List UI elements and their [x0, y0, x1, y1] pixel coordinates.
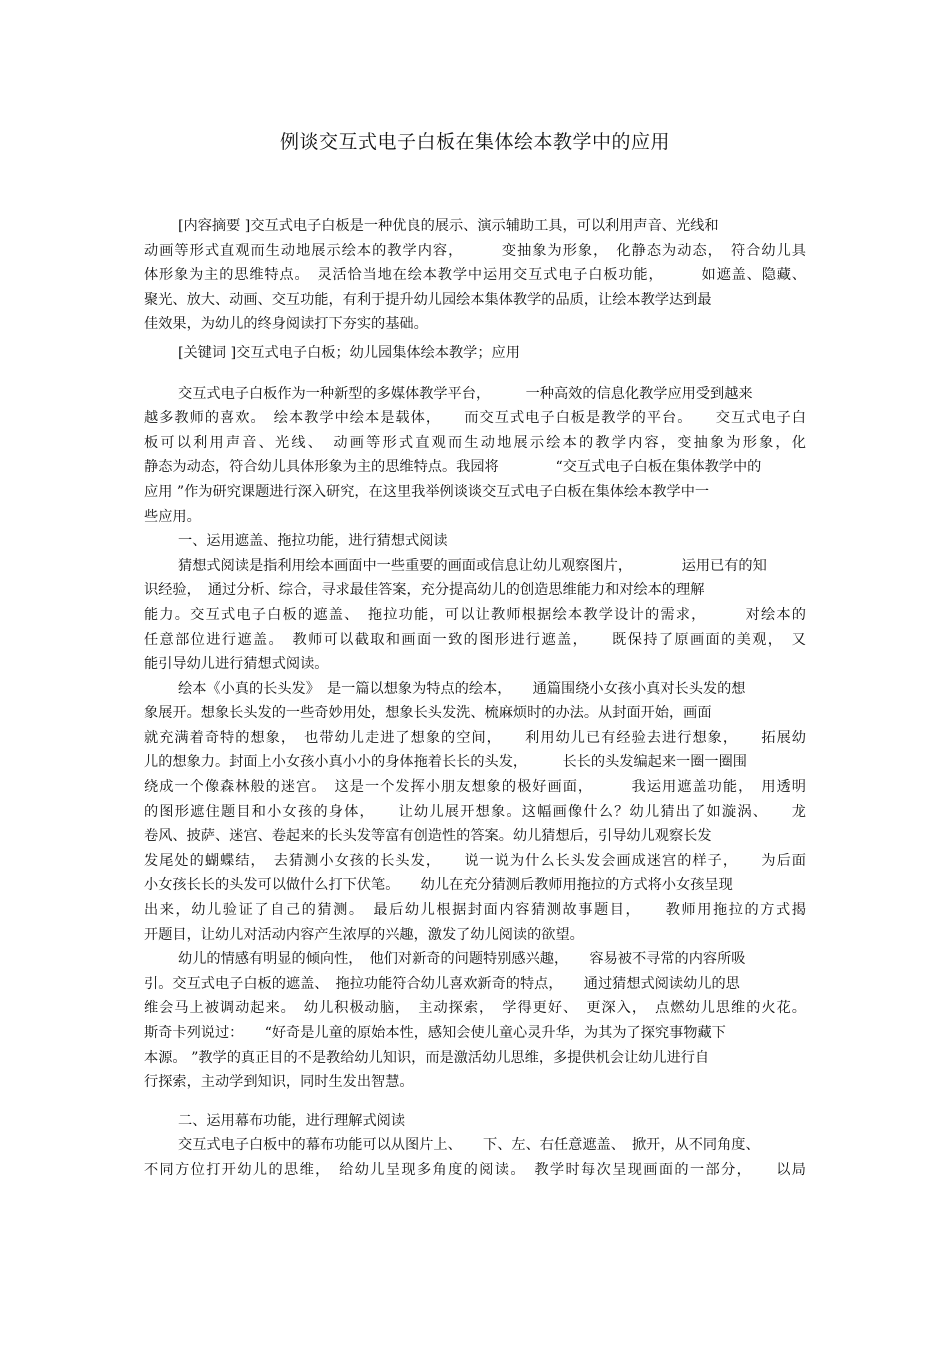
paragraph-line: 应用 ”作为研究课题进行深入研究，在这里我举例谈谈交互式电子白板在集体绘本教学中一: [144, 483, 710, 500]
paragraph-line: 板可以利用声音、光线、 动画等形式直观而生动地展示绘本的教学内容，变抽象为形象，化: [144, 434, 806, 451]
abstract-line: [内容摘要 ]交互式电子白板是一种优良的展示、演示辅助工具，可以利用声音、光线和: [178, 218, 719, 234]
abstract-line: 动画等形式直观而生动地展示绘本的教学内容， 变抽象为形象， 化静态为动态， 符合幼儿具: [144, 242, 806, 259]
paragraph-line: 静态为动态，符合幼儿具体形象为主的思维特点。我园将 “交互式电子白板在集体教学中的: [144, 459, 762, 476]
paragraph-line: 识经验， 通过分析、综合，寻求最佳答案，充分提高幼儿的创造思维能力和对绘本的理解: [144, 582, 705, 599]
paragraph-line: 斯奇卡列说过： “好奇是儿童的原始本性，感知会使儿童心灵升华，为其为了探究事物藏下: [144, 1025, 726, 1041]
intro-paragraph: [144, 382, 806, 530]
section1-paragraph-1: [144, 554, 806, 677]
abstract-line: 聚光、放大、动画、交互功能，有利于提升幼儿园绘本集体教学的品质，让绘本教学达到最: [144, 291, 712, 308]
paragraph-line: 就充满着奇特的想象， 也带幼儿走进了想象的空间， 利用幼儿已有经验去进行想象， 拓展幼: [144, 729, 806, 746]
paragraph-line: 不同方位打开幼儿的思维， 给幼儿呈现多角度的阅读。 教学时每次呈现画面的一部分， 以局: [144, 1161, 806, 1178]
paragraph-line: 引。交互式电子白板的遮盖、 拖拉功能符合幼儿喜欢新奇的特点， 通过猜想式阅读幼儿的思: [144, 975, 740, 992]
paragraph-line: 猜想式阅读是指利用绘本画面中一些重要的画面或信息让幼儿观察图片， 运用已有的知: [178, 557, 767, 574]
section1-paragraph-2: [144, 677, 806, 948]
section-heading: 一、运用遮盖、拖拉功能，进行猜想式阅读: [178, 533, 448, 550]
paragraph-line: 维会马上被调动起来。 幼儿积极动脑， 主动探索， 学得更好、 更深入， 点燃幼儿思维的火花。: [144, 1000, 806, 1017]
paragraph-line: 本源。 ”教学的真正目的不是教给幼儿知识，而是激活幼儿思维，多提供机会让幼儿进行自: [144, 1049, 710, 1066]
section1-paragraph-3: [144, 947, 806, 1095]
abstract-line: 佳效果，为幼儿的终身阅读打下夯实的基础。: [144, 316, 428, 333]
paragraph-line: 小女孩长长的头发可以做什么打下伏笔。 幼儿在充分猜测后教师用拖拉的方式将小女孩呈现: [144, 877, 733, 894]
document-title: 例谈交互式电子白板在集体绘本教学中的应用: [279, 131, 670, 153]
paragraph-line: 幼儿的情感有明显的倾向性， 他们对新奇的问题特别感兴趣， 容易被不寻常的内容所吸: [178, 951, 746, 968]
paragraph-line: 卷风、披萨、迷宫、卷起来的长头发等富有创造性的答案。幼儿猜想后，引导幼儿观察长发: [144, 828, 712, 845]
paragraph-line: 些应用。: [144, 508, 201, 525]
paragraph-line: 象展开。想象长头发的一些奇妙用处，想象长头发洗、梳麻烦时的办法。从封面开始，画面: [144, 705, 712, 722]
paragraph-line: 绕成一个像森林般的迷宫。 这是一个发挥小朋友想象的极好画面， 我运用遮盖功能， 用透明: [144, 779, 806, 796]
keywords-line: [关键词 ]交互式电子白板；幼儿园集体绘本教学；应用: [178, 344, 520, 361]
abstract-block: [144, 214, 806, 337]
paragraph-line: 出来，幼儿验证了自己的猜测。 最后幼儿根据封面内容猜测故事题目， 教师用拖拉的方式揭: [144, 902, 806, 919]
paragraph-line: 越多教师的喜欢。 绘本教学中绘本是载体， 而交互式电子白板是教学的平台。 交互式电子白: [144, 410, 806, 427]
paragraph-line: 交互式电子白板中的幕布功能可以从图片上、 下、左、右任意遮盖、 掀开，从不同角度、: [178, 1137, 760, 1154]
paragraph-line: 开题目，让幼儿对活动内容产生浓厚的兴趣，激发了幼儿阅读的欲望。: [144, 926, 584, 943]
paragraph-line: 行探索，主动学到知识，同时生发出智慧。: [144, 1074, 414, 1091]
paragraph-line: 能力。交互式电子白板的遮盖、 拖拉功能，可以让教师根据绘本教学设计的需求， 对绘本的: [144, 606, 806, 623]
paragraph-line: 发尾处的蝴蝶结， 去猜测小女孩的长头发， 说一说为什么长头发会画成迷宫的样子， 为后面: [144, 852, 806, 869]
document-body: [144, 214, 806, 1183]
paragraph-line: 任意部位进行遮盖。 教师可以截取和画面一致的图形进行遮盖， 既保持了原画面的美观， 又: [144, 631, 806, 648]
spacer: [144, 366, 806, 382]
section-heading: 二、运用幕布功能，进行理解式阅读: [178, 1112, 406, 1129]
paragraph-line: 的图形遮住题目和小女孩的身体， 让幼儿展开想象。这幅画像什么？幼儿猜出了如漩涡、 龙: [144, 803, 806, 820]
paragraph-line: 绘本《小真的长头发》 是一篇以想象为特点的绘本， 通篇围绕小女孩小真对长头发的想: [178, 680, 746, 697]
paragraph-line: 交互式电子白板作为一种新型的多媒体教学平台， 一种高效的信息化教学应用受到越来: [178, 385, 753, 402]
spacer: [144, 1095, 806, 1109]
abstract-line: 体形象为主的思维特点。 灵活恰当地在绘本教学中运用交互式电子白板功能， 如遮盖、隐藏、: [144, 267, 806, 284]
paragraph-line: 能引导幼儿进行猜想式阅读。: [144, 656, 329, 673]
paragraph-line: 儿的想象力。封面上小女孩小真小小的身体拖着长长的头发， 长长的头发编起来一圈一圈围: [144, 754, 747, 771]
section2-paragraph-1: [144, 1133, 806, 1182]
